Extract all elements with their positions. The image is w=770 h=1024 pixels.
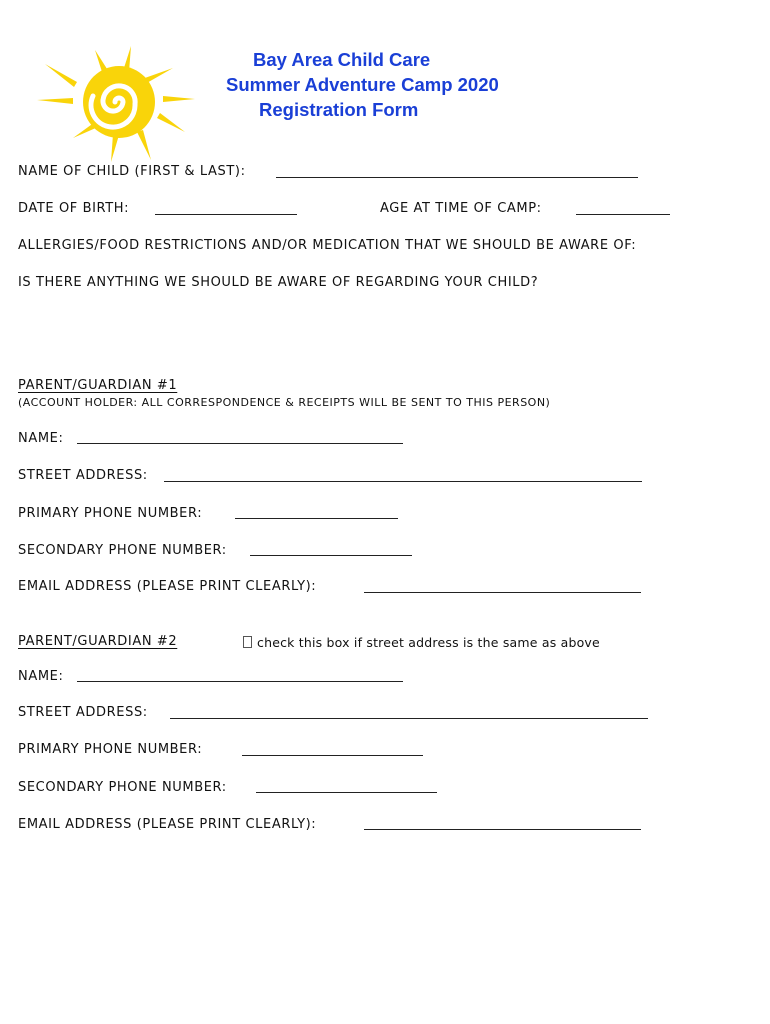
guardian2-street-label: STREET ADDRESS: [18,705,148,720]
dob-label: DATE OF BIRTH: [18,201,130,216]
guardian1-name-field[interactable] [77,443,403,444]
guardian1-email-label: EMAIL ADDRESS (PLEASE PRINT CLEARLY): [18,579,317,594]
guardian1-street-label: STREET ADDRESS: [18,468,148,483]
guardian1-heading: PARENT/GUARDIAN #1 [18,378,178,393]
guardian1-primary-phone-field[interactable] [235,518,398,519]
title-line-3: Registration Form [259,99,419,120]
guardian2-street-field[interactable] [170,718,648,719]
guardian1-secondary-phone-field[interactable] [250,555,412,556]
allergies-label: ALLERGIES/FOOD RESTRICTIONS AND/OR MEDICATION THAT WE SHOULD BE AWARE OF: [18,238,637,253]
age-field[interactable] [576,214,670,215]
child-name-field[interactable] [276,177,638,178]
guardian1-primary-phone-label: PRIMARY PHONE NUMBER: [18,506,203,521]
same-address-checkbox[interactable] [243,636,252,648]
guardian2-name-label: NAME: [18,669,64,684]
guardian1-email-field[interactable] [364,592,641,593]
title-line-1: Bay Area Child Care [253,49,431,70]
guardian2-email-field[interactable] [364,829,641,830]
same-address-option [243,636,600,650]
guardian2-primary-phone-label: PRIMARY PHONE NUMBER: [18,742,203,757]
title-line-2: Summer Adventure Camp 2020 [226,74,499,95]
guardian1-name-label: NAME: [18,431,64,446]
guardian1-street-field[interactable] [164,481,642,482]
aware-label: IS THERE ANYTHING WE SHOULD BE AWARE OF REGARDING YOUR CHILD? [18,275,539,290]
guardian1-secondary-phone-label: SECONDARY PHONE NUMBER: [18,543,227,558]
guardian1-note: (ACCOUNT HOLDER: ALL CORRESPONDENCE & RECEIPTS WILL BE SENT TO THIS PERSON) [18,396,551,409]
age-label: AGE AT TIME OF CAMP: [380,201,542,216]
same-address-note: check this box if street address is the same as above [257,635,600,650]
guardian2-secondary-phone-field[interactable] [256,792,437,793]
guardian2-secondary-phone-label: SECONDARY PHONE NUMBER: [18,780,227,795]
child-name-label: NAME OF CHILD (FIRST & LAST): [18,164,246,179]
guardian2-email-label: EMAIL ADDRESS (PLEASE PRINT CLEARLY): [18,817,317,832]
guardian2-heading: PARENT/GUARDIAN #2 [18,634,178,649]
guardian2-name-field[interactable] [77,681,403,682]
sun-icon [33,42,203,164]
guardian2-primary-phone-field[interactable] [242,755,423,756]
dob-field[interactable] [155,214,297,215]
